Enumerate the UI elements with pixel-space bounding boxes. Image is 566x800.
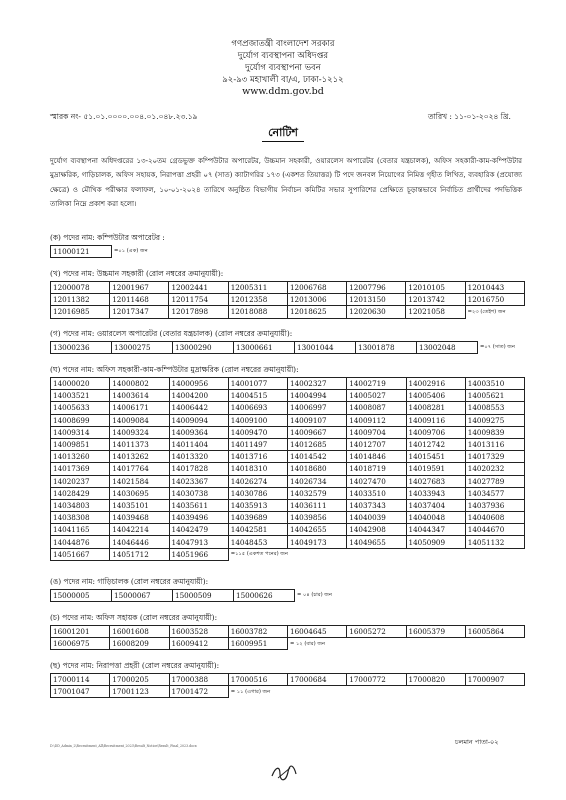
count-note: = ১১ (এগার) জন [230, 688, 271, 695]
roll-number: 14015451 [406, 451, 465, 463]
table-row [51, 451, 525, 463]
table-row [51, 512, 525, 524]
continued-label: চলমান পাতা-০২ [455, 738, 499, 746]
roll-number: 14018680 [288, 463, 347, 475]
notice-body: দুর্যোগ ব্যবস্থাপনা অধিদপ্তরের ১৩-২০তম গ্রেডভুক্ত কম্পিউটার অপারেটর, উচ্চমান সহকারী, ওয়ারলেস অপারেটর (বেতার যন্ত্রচালক), অফিস সহকারী-কাম-কম্পিউটার মুদ্রাক্ষরিক, গাড়িচালক, অফিস সহায়ক, নিরাপত্তা প্রহরী ০৭ (সাত) ক্যাটাগরির ১৭৩ (একশত তিয়াত্তর) টি পদে জনবল নিয়োগের নিমিত্ত গৃহীত লিখিত, ব্যবহারিক (প্রযোজ্য ক্ষেত্রে) ও মৌখিক পরীক্ষার ফলাফল, ১০-০১-২০২৪ তারিখে অনুষ্ঠিত বিভাগীয় নির্বাচন কমিটির সভার সুপারিশের প্রেক্ষিতে চূড়ান্তভাবে নির্বাচিত প্রার্থীদের পদভিত্তিক তালিকা নিম্নে প্রকাশ করা হলো। [50, 157, 522, 208]
roll-number: 17000772 [347, 674, 406, 686]
roll-number: 16005379 [406, 626, 465, 638]
roll-number: 14000956 [169, 378, 228, 390]
section-4 [50, 576, 525, 602]
roll-number: 14012742 [406, 438, 465, 450]
roll-number: 14017828 [169, 463, 228, 475]
signature-icon [268, 762, 300, 784]
roll-number: 16001608 [110, 626, 169, 638]
roll-number: 14040608 [465, 512, 524, 524]
roll-number: 14011497 [228, 438, 287, 450]
roll-number: 15000626 [234, 590, 295, 602]
roll-number: 14002719 [347, 378, 406, 390]
count-note: = ০৪ (চার) জন [297, 592, 332, 599]
roll-number: 12012358 [228, 294, 287, 306]
count-note: =১১৫ (একশত পনের) জন [230, 550, 289, 557]
table-row [51, 438, 525, 450]
section-title: (ছ) পদের নাম: নিরাপত্তা প্রহরী (রোল নম্বরের ক্রমানুযায়ী): [50, 661, 220, 670]
roll-number: 14042479 [169, 524, 228, 536]
roll-number: 14002916 [406, 378, 465, 390]
table-row [51, 463, 525, 475]
roll-table [50, 625, 525, 650]
roll-number: 12021058 [406, 306, 465, 318]
roll-number: 14027789 [465, 475, 524, 487]
roll-number: 14033943 [406, 487, 465, 499]
roll-number: 14009116 [406, 414, 465, 426]
roll-number: 14050909 [406, 536, 465, 548]
roll-number: 12001967 [110, 282, 169, 294]
roll-number: 16001201 [51, 626, 110, 638]
roll-number: 14011373 [110, 438, 169, 450]
roll-number: 14006693 [228, 402, 287, 414]
table-row [51, 686, 525, 698]
roll-number: 14035101 [110, 499, 169, 511]
roll-number: 14006442 [169, 402, 228, 414]
count-note: =০১ (এক) জন [114, 248, 148, 255]
roll-number: 14035611 [169, 499, 228, 511]
website-link[interactable]: www.ddm.gov.bd [242, 86, 324, 97]
roll-number: 17000388 [169, 674, 228, 686]
roll-number: 14014846 [347, 451, 406, 463]
roll-number: 14009704 [347, 426, 406, 438]
table-row [51, 548, 525, 560]
roll-number: 14009084 [110, 414, 169, 426]
roll-number: 14008553 [465, 402, 524, 414]
roll-number: 13001044 [295, 342, 356, 354]
roll-number: 14013262 [110, 451, 169, 463]
table-row [51, 536, 525, 548]
roll-number: 16003782 [228, 626, 287, 638]
roll-number: 14002327 [288, 378, 347, 390]
roll-number: 14037936 [465, 499, 524, 511]
roll-number: 14023367 [169, 475, 228, 487]
roll-number: 14042655 [288, 524, 347, 536]
govt-name: গণপ্রজাতন্ত্রী বাংলাদেশ সরকার [231, 39, 335, 49]
roll-number: 14009851 [51, 438, 110, 450]
roll-number: 14044876 [51, 536, 110, 548]
roll-number: 14041165 [51, 524, 110, 536]
roll-number: 14028429 [51, 487, 110, 499]
roll-number: 12000078 [51, 282, 110, 294]
section-1 [50, 268, 525, 319]
roll-number: 14003510 [465, 378, 524, 390]
roll-number: 12020630 [347, 306, 406, 318]
section-title: (ঘ) পদের নাম: অফিস সহকারী-কাম-কম্পিউটার মুদ্রাক্ষরিক (রোল নম্বরের ক্রমানুযায়ী): [50, 365, 299, 374]
roll-number: 13001878 [356, 342, 417, 354]
roll-number: 14000802 [110, 378, 169, 390]
roll-number: 16005272 [347, 626, 406, 638]
table-row [51, 402, 525, 414]
roll-number: 16008209 [110, 638, 169, 650]
section-3 [50, 364, 525, 561]
roll-number: 14013716 [228, 451, 287, 463]
roll-number: 14039468 [110, 512, 169, 524]
roll-number: 12017898 [169, 306, 228, 318]
roll-number: 17000684 [288, 674, 347, 686]
roll-number: 14051132 [465, 536, 524, 548]
table-row [51, 414, 525, 426]
table-row [51, 306, 525, 318]
roll-number: 14039856 [288, 512, 347, 524]
roll-number: 14042214 [110, 524, 169, 536]
roll-number: 14013116 [465, 438, 524, 450]
roll-number: 17000205 [110, 674, 169, 686]
count-note: = ১২ (বার) জন [290, 640, 326, 647]
roll-number: 14030738 [169, 487, 228, 499]
roll-number: 14051966 [169, 548, 228, 560]
roll-number: 14019591 [406, 463, 465, 475]
roll-number: 12018625 [287, 306, 346, 318]
roll-number: 16003528 [169, 626, 228, 638]
roll-table [50, 341, 517, 354]
roll-number: 14032579 [288, 487, 347, 499]
section-title: (ঙ) পদের নাম: গাড়িচালক (রোল নম্বরের ক্রমানুযায়ী): [50, 577, 209, 586]
roll-number: 14044670 [465, 524, 524, 536]
roll-number: 14017329 [465, 451, 524, 463]
roll-number: 14026734 [288, 475, 347, 487]
roll-table [50, 589, 334, 602]
roll-number: 14014542 [288, 451, 347, 463]
roll-number: 14027683 [406, 475, 465, 487]
roll-number: 14006171 [110, 402, 169, 414]
table-row [51, 282, 525, 294]
section-title: (খ) পদের নাম: উচ্চমান সহকারী (রোল নম্বরের ক্রমানুযায়ী): [50, 269, 224, 278]
notice-title: নোটিশ [268, 126, 298, 139]
section-title: (চ) পদের নাম: অফিস সহায়ক (রোল নম্বরের ক্রমানুযায়ী): [50, 613, 218, 622]
title-underline [262, 141, 304, 142]
roll-number: 14018719 [347, 463, 406, 475]
memo-date: তারিখ : ১১-০১-২০২৪ খ্রি. [428, 112, 511, 121]
roll-number: 12010105 [406, 282, 465, 294]
roll-number: 16006975 [51, 638, 110, 650]
roll-number: 13000290 [173, 342, 234, 354]
roll-table [50, 281, 525, 319]
roll-number: 14038308 [51, 512, 110, 524]
roll-number: 14005633 [51, 402, 110, 414]
roll-number: 14039496 [169, 512, 228, 524]
roll-number: 14033510 [347, 487, 406, 499]
roll-number: 14048453 [228, 536, 287, 548]
roll-number: 12017347 [110, 306, 169, 318]
roll-number: 14005027 [347, 390, 406, 402]
roll-number: 17001123 [110, 686, 169, 698]
department-name: দুর্যোগ ব্যবস্থাপনা অধিদপ্তর [237, 51, 329, 61]
roll-number: 14003614 [110, 390, 169, 402]
roll-number: 17000516 [228, 674, 287, 686]
roll-number: 14036111 [288, 499, 347, 511]
roll-number: 16005864 [465, 626, 524, 638]
roll-number: 14042581 [228, 524, 287, 536]
roll-number: 14008087 [347, 402, 406, 414]
roll-number: 14005406 [406, 390, 465, 402]
roll-number: 14013260 [51, 451, 110, 463]
roll-number: 14008699 [51, 414, 110, 426]
roll-number: 14042908 [347, 524, 406, 536]
table-row [51, 246, 150, 258]
building-name: দুর্যোগ ব্যবস্থাপনা ভবন [245, 63, 321, 73]
roll-number: 14017764 [110, 463, 169, 475]
roll-number: 14006997 [288, 402, 347, 414]
roll-number: 12016985 [51, 306, 110, 318]
roll-number: 14044347 [406, 524, 465, 536]
roll-number: 14035913 [228, 499, 287, 511]
table-row [51, 475, 525, 487]
roll-number: 16009951 [228, 638, 287, 650]
roll-number: 14017369 [51, 463, 110, 475]
roll-number: 15000509 [173, 590, 234, 602]
roll-table [50, 245, 150, 258]
roll-number: 14027470 [347, 475, 406, 487]
section-0 [50, 232, 525, 258]
roll-number: 14020232 [465, 463, 524, 475]
table-row [51, 487, 525, 499]
table-row [51, 590, 334, 602]
roll-number: 14051712 [110, 548, 169, 560]
roll-number: 12006768 [287, 282, 346, 294]
memo-ref: স্মারক নং- ৫১.০১.০০০০.০০৪.০১.০৪৮.২৩.১৯ [50, 112, 198, 121]
roll-number: 17001472 [169, 686, 228, 698]
roll-number: 12010443 [465, 282, 524, 294]
file-path: D:\DD_Admin_2\Recruitment_All\Recruitment_2023\Result_Notice\Result_Final_2023.docx [50, 744, 197, 748]
table-row [51, 426, 525, 438]
roll-number: 14004994 [288, 390, 347, 402]
roll-number: 14004515 [228, 390, 287, 402]
roll-number: 14004200 [169, 390, 228, 402]
roll-number: 14049173 [288, 536, 347, 548]
roll-number: 11000121 [51, 246, 112, 258]
roll-number: 12013150 [347, 294, 406, 306]
roll-number: 14008281 [406, 402, 465, 414]
roll-number: 15000067 [112, 590, 173, 602]
roll-number: 14000020 [51, 378, 110, 390]
roll-number: 14009470 [228, 426, 287, 438]
roll-number: 14009100 [228, 414, 287, 426]
roll-number: 14040039 [347, 512, 406, 524]
roll-number: 14020237 [51, 475, 110, 487]
roll-number: 12011468 [110, 294, 169, 306]
roll-number: 15000005 [51, 590, 112, 602]
table-row [51, 294, 525, 306]
roll-number: 14012707 [347, 438, 406, 450]
roll-number: 12007796 [347, 282, 406, 294]
roll-table [50, 673, 525, 698]
roll-number: 13000236 [51, 342, 112, 354]
roll-number: 13000661 [234, 342, 295, 354]
roll-number: 14009112 [347, 414, 406, 426]
roll-number: 16009412 [169, 638, 228, 650]
section-5 [50, 612, 525, 650]
roll-number: 14009107 [288, 414, 347, 426]
roll-number: 14026274 [228, 475, 287, 487]
roll-number: 14051667 [51, 548, 110, 560]
roll-number: 14005621 [465, 390, 524, 402]
roll-number: 17000820 [406, 674, 465, 686]
roll-number: 14039689 [228, 512, 287, 524]
roll-number: 14046446 [110, 536, 169, 548]
count-note: =০৭ (সাত) জন [480, 344, 515, 351]
roll-number: 16004645 [288, 626, 347, 638]
roll-number: 14009314 [51, 426, 110, 438]
roll-number: 14037343 [347, 499, 406, 511]
roll-number: 14011404 [169, 438, 228, 450]
table-row [51, 674, 525, 686]
roll-number: 12018088 [228, 306, 287, 318]
roll-number: 14009094 [169, 414, 228, 426]
roll-number: 14030786 [228, 487, 287, 499]
roll-number: 13000275 [112, 342, 173, 354]
roll-number: 14009706 [406, 426, 465, 438]
roll-number: 14009275 [465, 414, 524, 426]
address: ৯২-৯৩ মহাখালী বা/এ, ঢাকা-১২১২ [222, 75, 344, 85]
roll-number: 14009324 [110, 426, 169, 438]
roll-number: 17000114 [51, 674, 110, 686]
section-title: (গ) পদের নাম: ওয়ারলেস অপারেটর (বেতার যন্ত্রচালক) (রোল নম্বরের ক্রমানুযায়ী): [50, 329, 293, 338]
roll-number: 14003521 [51, 390, 110, 402]
roll-number: 12011382 [51, 294, 110, 306]
roll-number: 13002048 [417, 342, 478, 354]
roll-number: 14009364 [169, 426, 228, 438]
roll-number: 14034803 [51, 499, 110, 511]
roll-table [50, 377, 525, 561]
roll-number: 14040048 [406, 512, 465, 524]
roll-number: 17001047 [51, 686, 110, 698]
table-row [51, 499, 525, 511]
roll-number: 14001077 [228, 378, 287, 390]
table-row [51, 638, 525, 650]
roll-number: 14034577 [465, 487, 524, 499]
roll-number: 12011754 [169, 294, 228, 306]
roll-number: 14037404 [406, 499, 465, 511]
roll-number: 12002441 [169, 282, 228, 294]
roll-number: 12013006 [287, 294, 346, 306]
section-2 [50, 328, 525, 354]
roll-number: 14013320 [169, 451, 228, 463]
table-row [51, 342, 518, 354]
roll-number: 17000907 [465, 674, 524, 686]
roll-number: 12013742 [406, 294, 465, 306]
table-row [51, 390, 525, 402]
table-row [51, 626, 525, 638]
roll-number: 14030695 [110, 487, 169, 499]
roll-number: 14047913 [169, 536, 228, 548]
roll-number: 14009667 [288, 426, 347, 438]
roll-number: 14021584 [110, 475, 169, 487]
roll-number: 14049655 [347, 536, 406, 548]
roll-number: 14009839 [465, 426, 524, 438]
roll-number: 12005311 [228, 282, 287, 294]
section-title: (ক) পদের নাম: কম্পিউটার অপারেটর : [50, 233, 165, 242]
section-6 [50, 660, 525, 698]
roll-number: 12016750 [465, 294, 524, 306]
table-row [51, 378, 525, 390]
roll-number: 14012685 [288, 438, 347, 450]
table-row [51, 524, 525, 536]
roll-number: 14018310 [228, 463, 287, 475]
count-note: =২৩ (তেইশ) জন [467, 308, 506, 315]
